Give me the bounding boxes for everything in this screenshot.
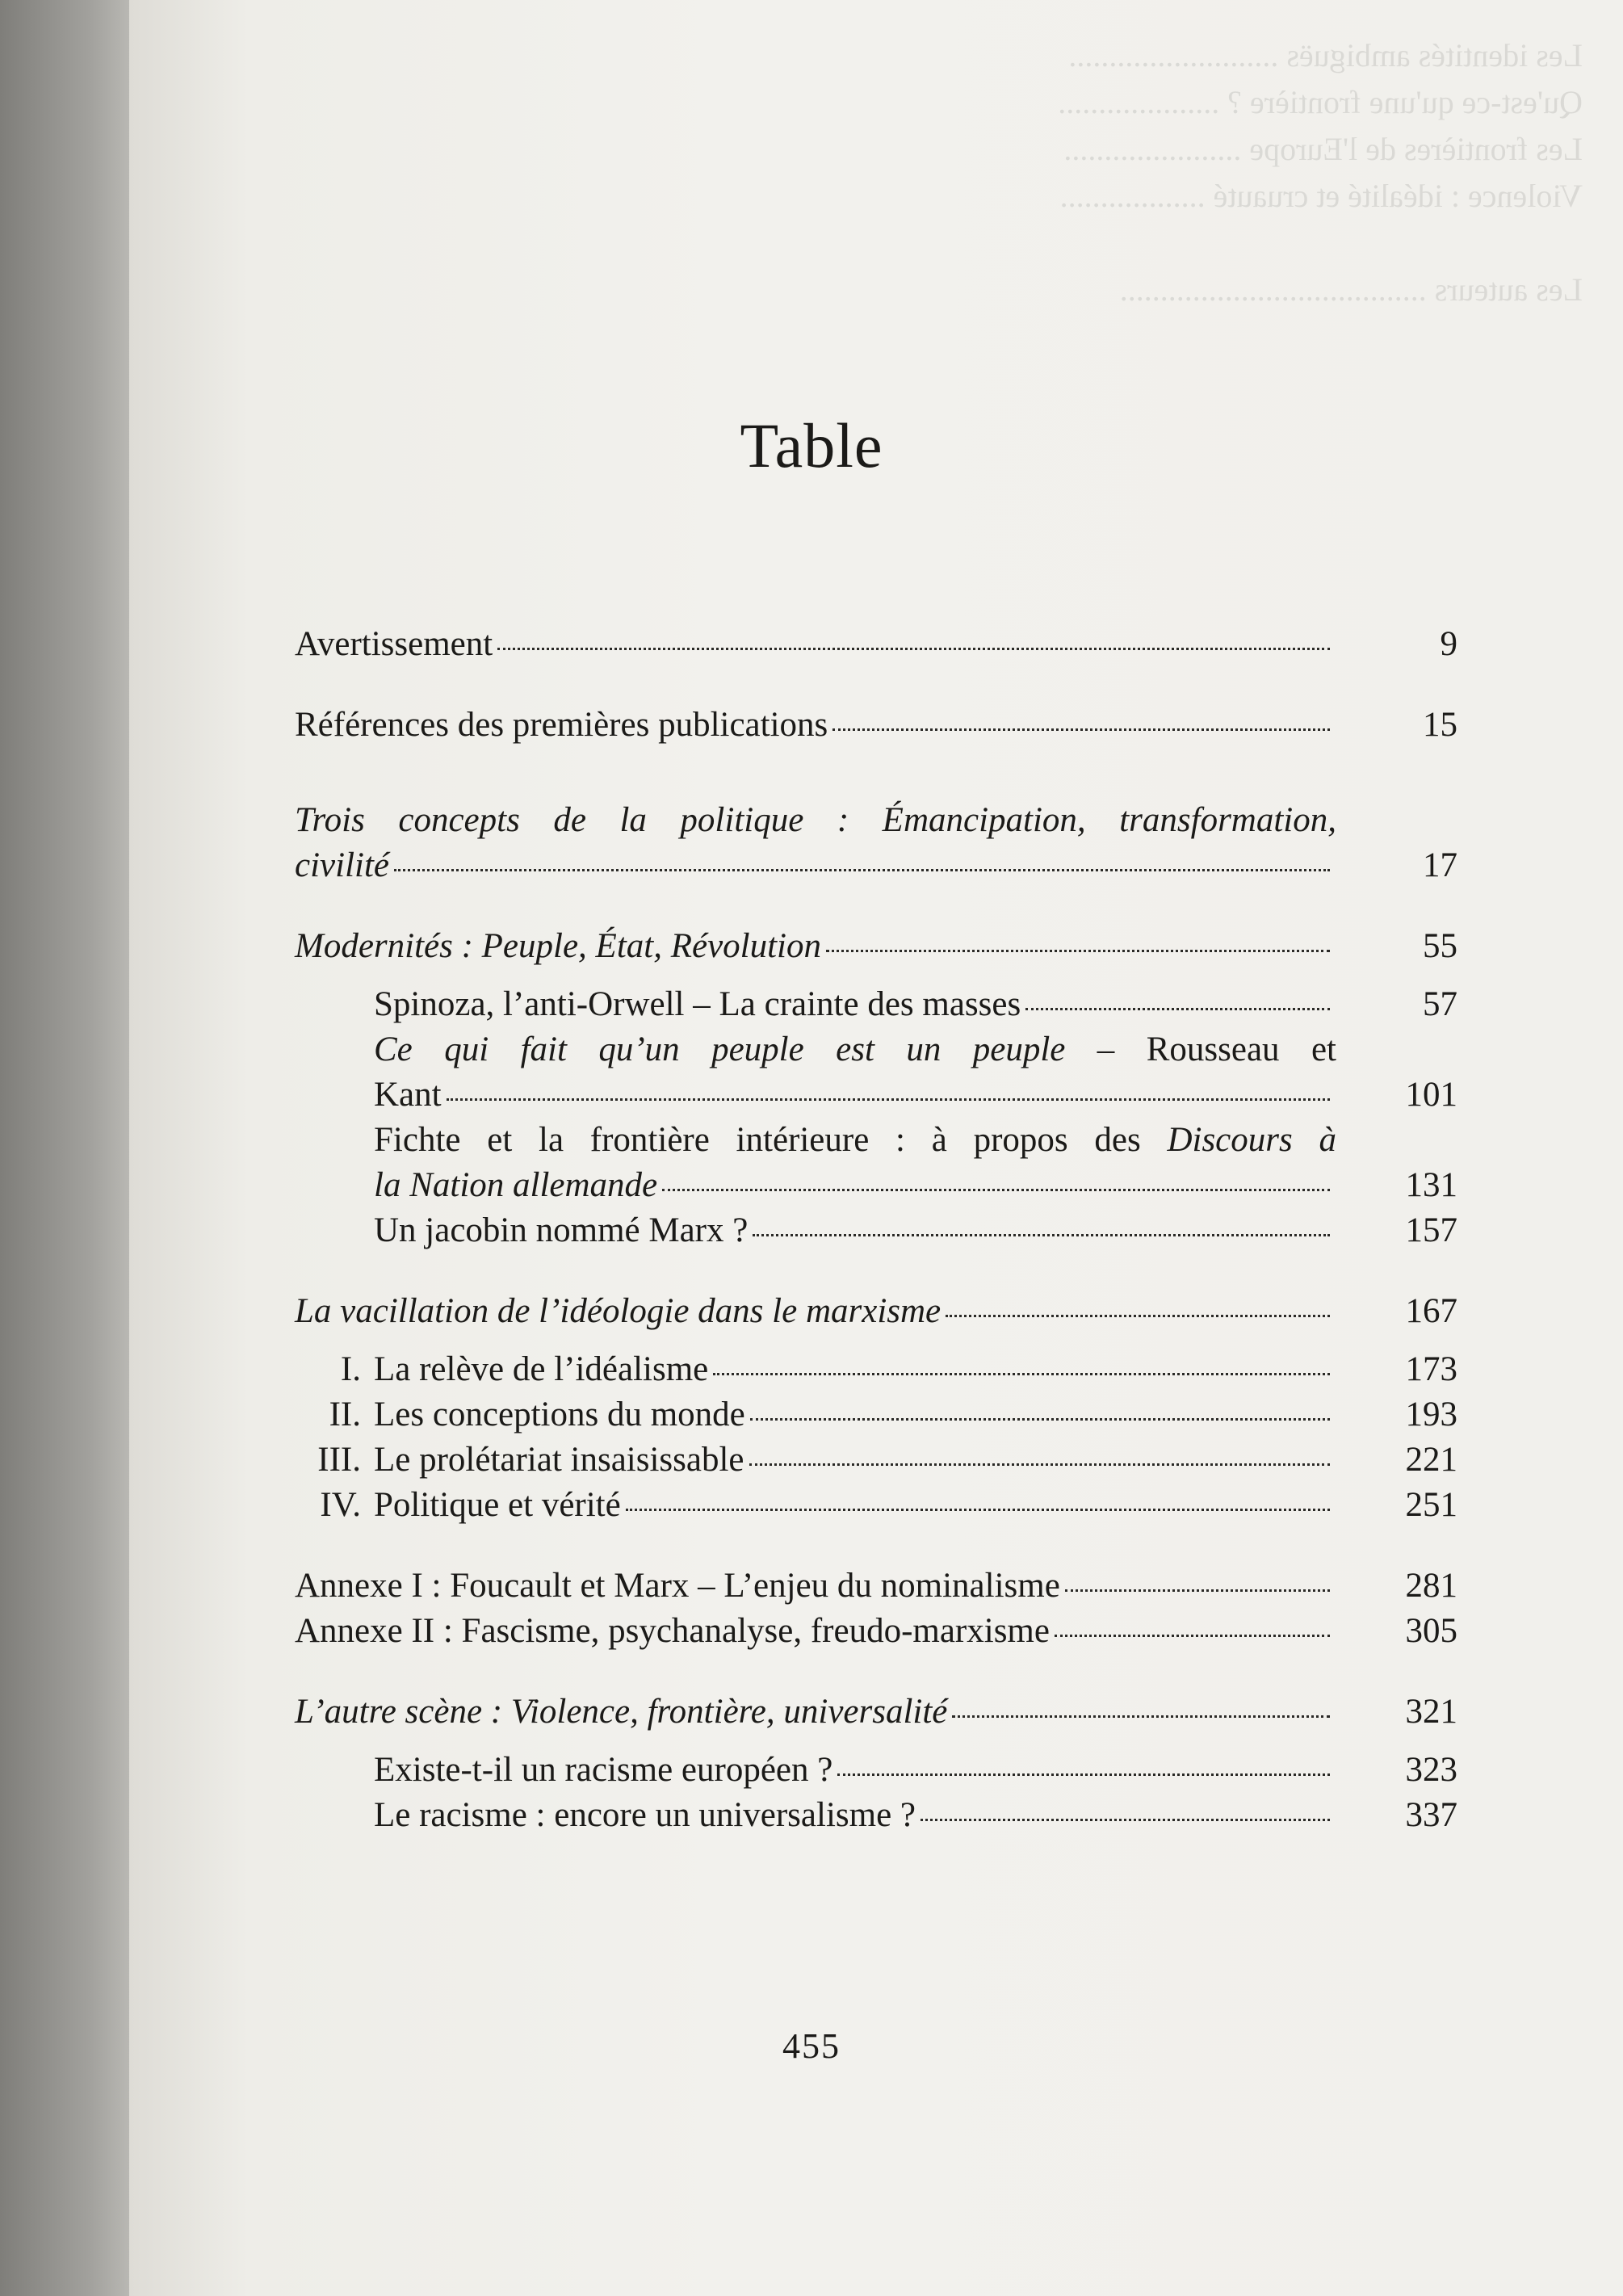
toc-section-autre-scene <box>295 1689 1457 1735</box>
dot-leader <box>1065 1589 1330 1592</box>
toc-entry-avertissement <box>295 622 1457 667</box>
dot-leader <box>921 1819 1330 1821</box>
toc-entry-page: 15 <box>1423 706 1457 744</box>
toc-entry-label-line2: la Nation allemande <box>374 1166 658 1204</box>
toc-entry-page: 251 <box>1405 1486 1457 1524</box>
toc-entry-fichte <box>374 1118 1457 1208</box>
dot-leader <box>626 1509 1330 1511</box>
dot-leader <box>1055 1635 1330 1637</box>
toc-entry-page: 157 <box>1405 1211 1457 1249</box>
toc-entry-label-line1: Ce qui fait qu’un peuple est un peuple – Rousseau et <box>374 1030 1337 1068</box>
dot-leader <box>497 648 1330 650</box>
dot-leader <box>749 1463 1330 1466</box>
toc-entry-page: 9 <box>1440 625 1457 663</box>
toc-section-label: L’autre scène : Violence, frontière, universalité <box>295 1693 948 1731</box>
toc-entry-annexe-2 <box>295 1609 1457 1654</box>
toc-entry-label: Le prolétariat insaisissable <box>374 1441 744 1479</box>
chapter-numeral: IV. <box>320 1486 361 1524</box>
toc-entry-page: 131 <box>1405 1166 1457 1204</box>
toc-entry-label: Existe-t-il un racisme européen ? <box>374 1751 833 1789</box>
dot-leader <box>952 1715 1330 1718</box>
toc-entry-page: 193 <box>1405 1396 1457 1433</box>
toc-entry-chapter-1 <box>295 1347 1457 1392</box>
toc-entry-page: 305 <box>1405 1612 1457 1650</box>
dot-leader <box>753 1234 1330 1236</box>
table-of-contents <box>295 622 1457 1838</box>
toc-entry-chapter-4 <box>295 1483 1457 1528</box>
toc-entry-page: 167 <box>1405 1292 1457 1330</box>
toc-entry-page: 323 <box>1405 1751 1457 1789</box>
dot-leader <box>832 728 1330 731</box>
toc-section-modernites <box>295 924 1457 969</box>
toc-entry-label: Références des premières publications <box>295 706 828 744</box>
toc-entry-page: 321 <box>1405 1693 1457 1731</box>
toc-entry-label: Annexe II : Fascisme, psychanalyse, freudo-marxisme <box>295 1612 1050 1650</box>
dot-leader <box>1025 1008 1330 1010</box>
toc-entry-chapter-3 <box>295 1438 1457 1483</box>
dot-leader <box>447 1098 1330 1101</box>
toc-entry-jacobin-marx <box>374 1208 1457 1253</box>
toc-entry-label-line2: civilité <box>295 846 389 884</box>
page-number: 455 <box>782 2026 841 2066</box>
toc-entry-label: Un jacobin nommé Marx ? <box>374 1211 749 1249</box>
toc-entry-label: La relève de l’idéalisme <box>374 1350 709 1388</box>
toc-entry-spinoza <box>374 982 1457 1027</box>
toc-entry-label-line2: Kant <box>374 1076 442 1114</box>
dot-leader <box>662 1189 1330 1191</box>
chapter-numeral: III. <box>317 1441 361 1479</box>
page-title: Table <box>740 410 883 481</box>
dot-leader <box>946 1315 1330 1317</box>
toc-entry-rousseau-kant <box>374 1027 1457 1118</box>
toc-entry-label: Les conceptions du monde <box>374 1396 745 1433</box>
toc-entry-page: 55 <box>1423 927 1457 965</box>
toc-entry-racisme-universalisme <box>374 1793 1457 1838</box>
dot-leader <box>837 1773 1330 1776</box>
toc-entry-page: 17 <box>1423 846 1457 884</box>
toc-entry-page: 173 <box>1405 1350 1457 1388</box>
toc-entry-label: Spinoza, l’anti-Orwell – La crainte des masses <box>374 985 1021 1023</box>
toc-entry-label-line1: Trois concepts de la politique : Émancipation, transformation, <box>295 801 1336 839</box>
toc-entry-annexe-1 <box>295 1564 1457 1609</box>
chapter-numeral: II. <box>329 1396 361 1433</box>
toc-entry-label: Le racisme : encore un universalisme ? <box>374 1796 916 1834</box>
dot-leader <box>826 950 1330 952</box>
toc-entry-label: Annexe I : Foucault et Marx – L’enjeu du nominalisme <box>295 1567 1060 1605</box>
toc-entry-page: 57 <box>1423 985 1457 1023</box>
toc-entry-racisme-europeen <box>374 1748 1457 1793</box>
dot-leader <box>394 869 1330 871</box>
toc-section-vacillation <box>295 1289 1457 1334</box>
show-through-text: Les identités ambiguës .......................... Qu'est-ce qu'une frontière ? .................... Les frontières de l'Europe ...................... Violence : idéalité et cruauté .................. Les auteurs ...................................... <box>1058 37 1583 308</box>
toc-section-label: La vacillation de l’idéologie dans le marxisme <box>295 1292 942 1330</box>
dot-leader <box>713 1373 1330 1375</box>
toc-entry-chapter-2 <box>295 1392 1457 1438</box>
toc-entry-label-line1: Fichte et la frontière intérieure : à propos des Discours à <box>374 1121 1336 1159</box>
toc-entry-label: Avertissement <box>295 625 493 663</box>
toc-entry-trois-concepts <box>295 798 1457 888</box>
chapter-numeral: I. <box>340 1350 361 1388</box>
toc-entry-page: 101 <box>1405 1076 1457 1114</box>
dot-leader <box>750 1418 1330 1421</box>
toc-entry-page: 221 <box>1405 1441 1457 1479</box>
toc-entry-label: Politique et vérité <box>374 1486 621 1524</box>
toc-entry-page: 337 <box>1405 1796 1457 1834</box>
toc-entry-page: 281 <box>1405 1567 1457 1605</box>
toc-entry-references <box>295 703 1457 748</box>
toc-section-label: Modernités : Peuple, État, Révolution <box>295 927 821 965</box>
